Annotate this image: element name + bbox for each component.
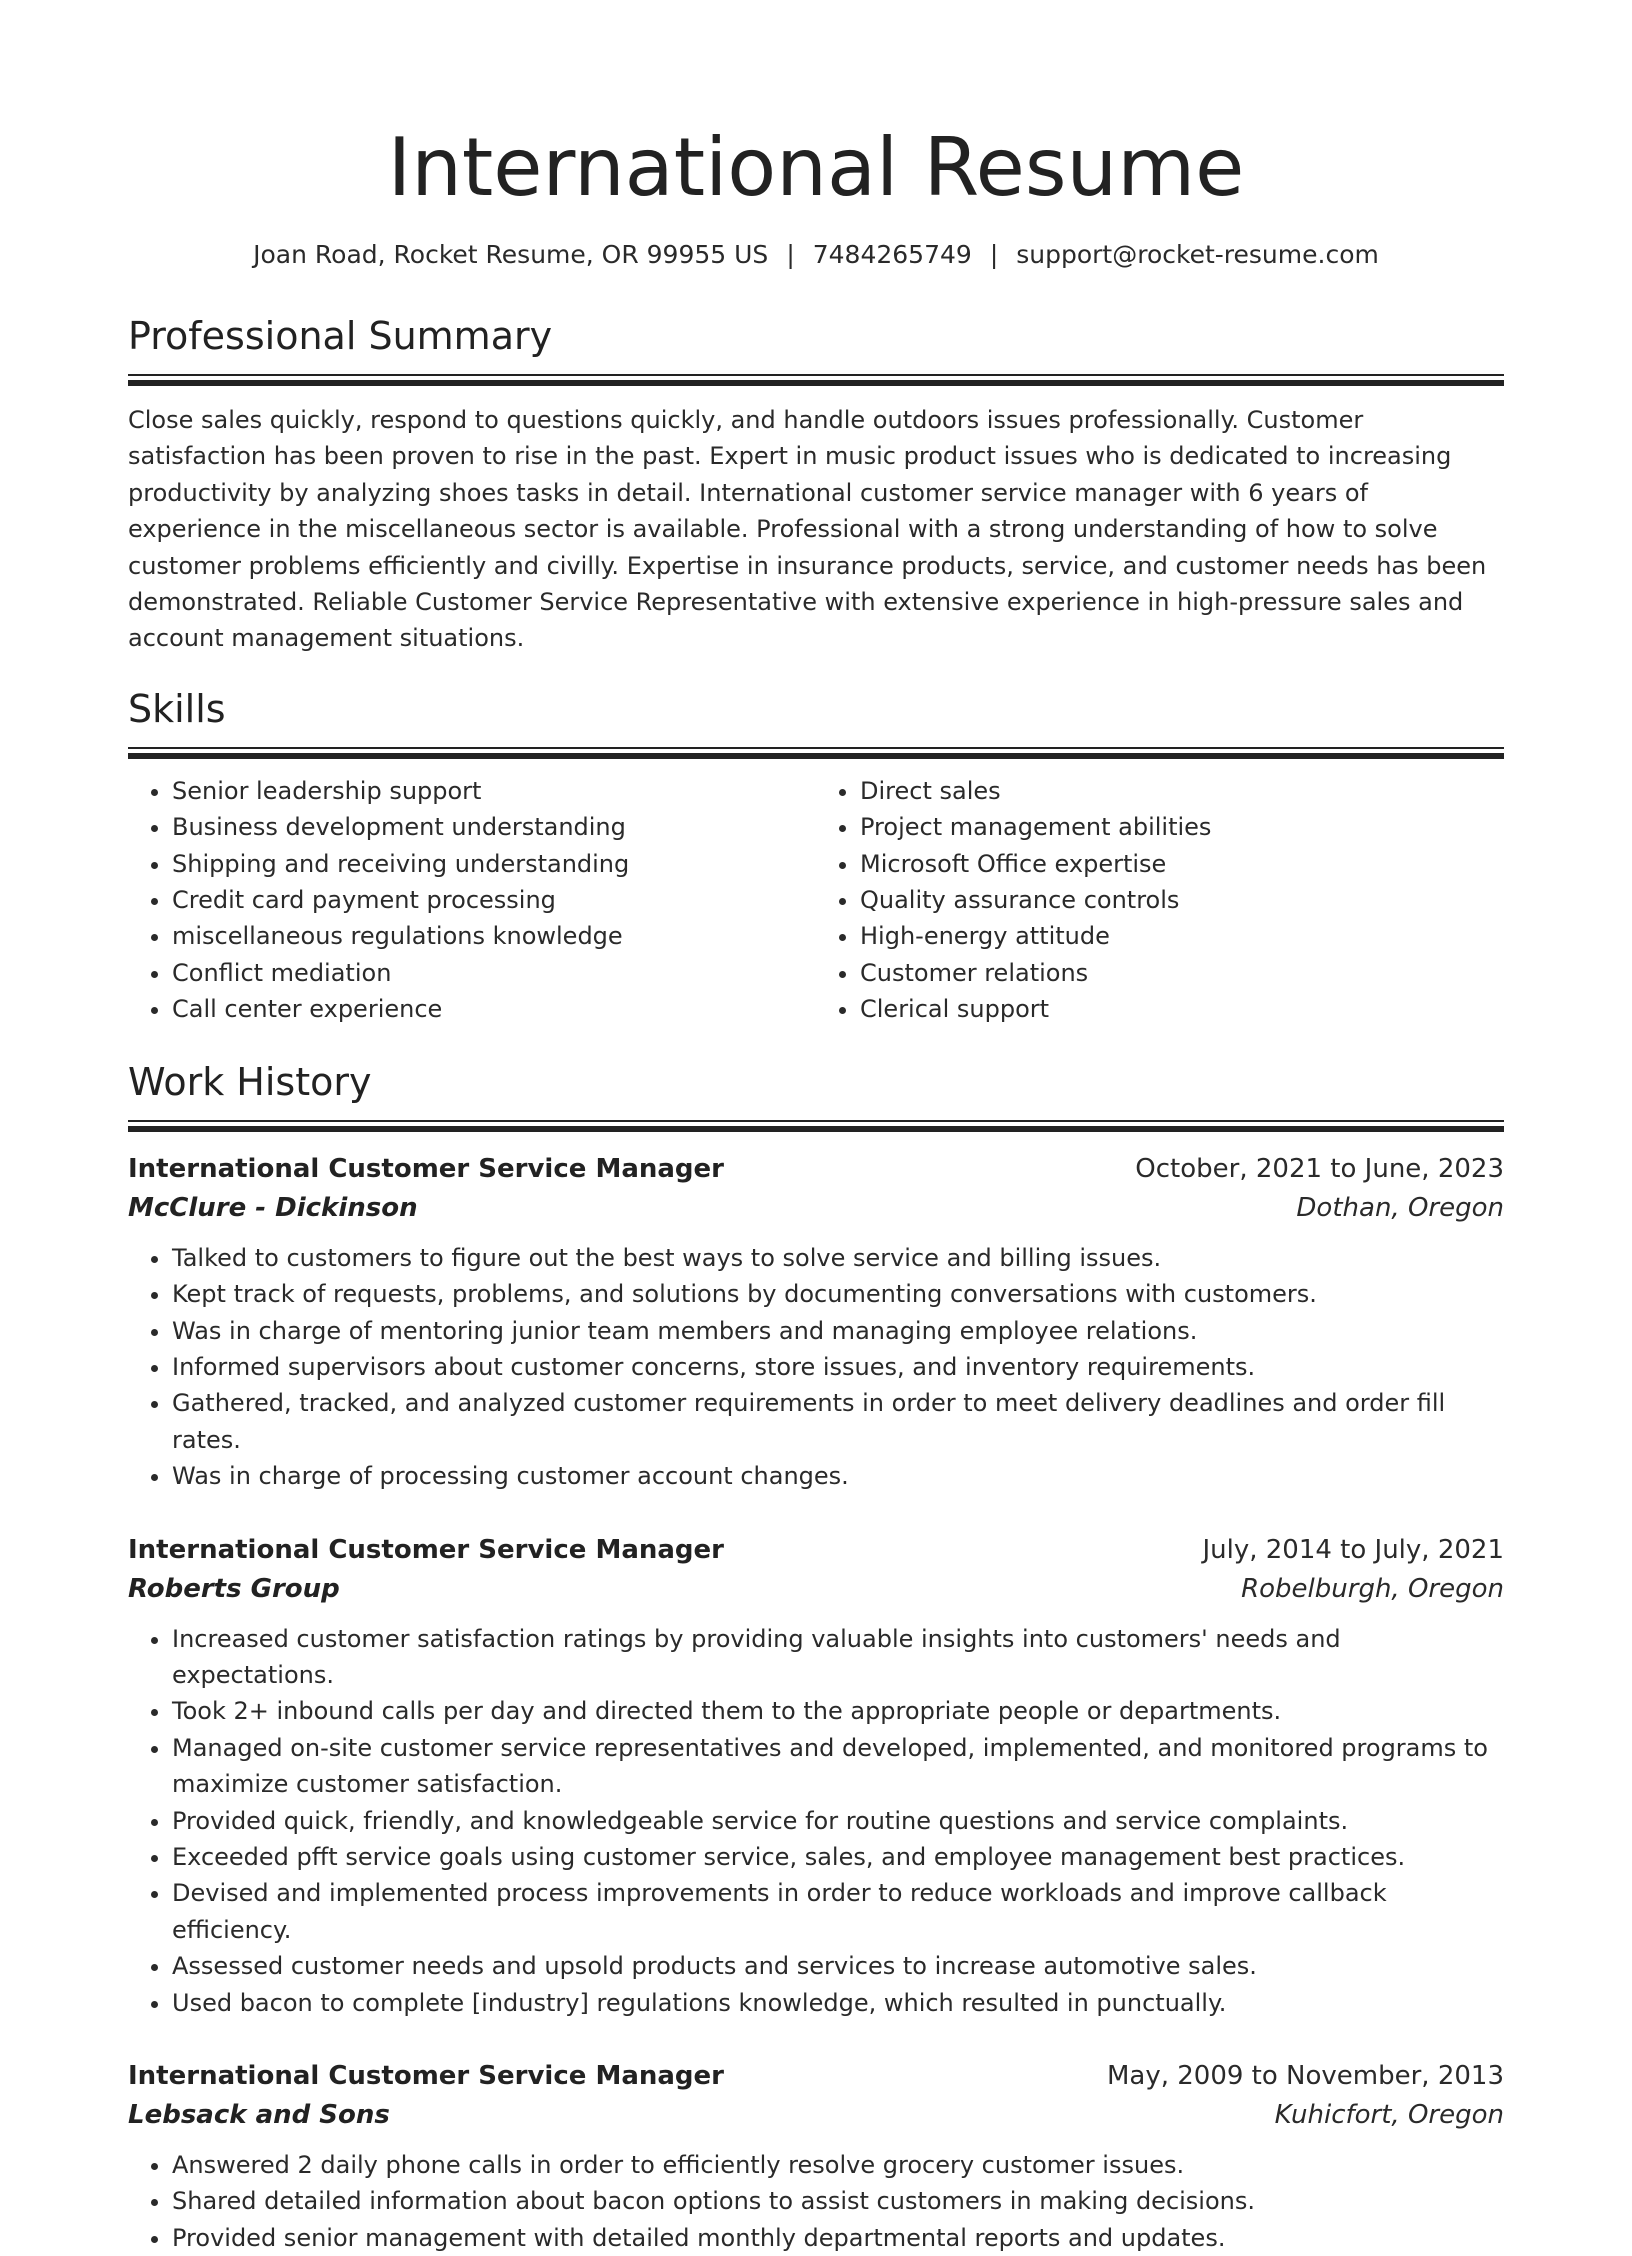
section-divider bbox=[128, 1120, 1504, 1132]
job-bullet: • Took 2+ inbound calls per day and directed them to the appropriate people or departments. bbox=[172, 1693, 1504, 1729]
section-divider bbox=[128, 747, 1504, 759]
skill-item: • Project management abilities bbox=[860, 809, 1504, 845]
job-header bbox=[128, 2057, 1504, 2096]
job-bullet: • Assessed customer needs and upsold products and services to increase automotive sales. bbox=[172, 1948, 1504, 1984]
skill-item: • Direct sales bbox=[860, 773, 1504, 809]
contact-separator: | bbox=[786, 240, 795, 269]
contact-separator: | bbox=[989, 240, 999, 269]
job-bullet: • Kept track of requests, problems, and solutions by documenting conversations with customers. bbox=[172, 1276, 1504, 1312]
job-bullet: • Exceeded pfft service goals using customer service, sales, and employee management best practices. bbox=[172, 1839, 1504, 1875]
job-location: Kuhicfort, Oregon bbox=[1274, 2100, 1504, 2130]
job-bullet: • Managed on-site customer service representatives and developed, implemented, and monitored programs to maximize customer satisfaction. bbox=[172, 1730, 1504, 1803]
skill-item: • Customer relations bbox=[860, 955, 1504, 991]
job-header bbox=[128, 1150, 1504, 1189]
job-bullets bbox=[128, 2147, 1504, 2256]
work-history-heading: Work History bbox=[128, 1059, 372, 1104]
job-bullet: • Provided quick, friendly, and knowledgeable service for routine questions and service complaints. bbox=[172, 1803, 1504, 1839]
job-bullet: • Gathered, tracked, and analyzed customer requirements in order to meet delivery deadlines and order fill rates. bbox=[172, 1385, 1504, 1458]
skill-item: • High-energy attitude bbox=[860, 918, 1504, 954]
job-location: Robelburgh, Oregon bbox=[1241, 1573, 1504, 1604]
job-subheader bbox=[128, 1570, 1504, 1609]
job-bullet: • Increased customer satisfaction ratings by providing valuable insights into customers' needs and expectations. bbox=[172, 1621, 1504, 1694]
job-subheader bbox=[128, 2096, 1504, 2135]
work-history-section bbox=[128, 1058, 1504, 2256]
job-entry bbox=[128, 1531, 1504, 2021]
skill-item: • Credit card payment processing bbox=[172, 882, 816, 918]
contact-email: support@rocket-resume.com bbox=[1016, 240, 1379, 269]
job-company: Lebsack and Sons bbox=[128, 2100, 390, 2130]
job-location: Dothan, Oregon bbox=[1296, 1192, 1504, 1223]
skills-columns bbox=[128, 773, 1504, 1028]
summary-text: Close sales quickly, respond to questions quickly, and handle outdoors issues professionally. Customer satisfaction has been proven to rise in the past. Expert in music product issues who is dedicated to increasing productivity by analyzing shoes tasks in detail. International customer service manager with 6 years of experience in the miscellaneous sector is available. Professional with a strong understanding of how to solve customer problems efficiently and civilly. Expertise in insurance products, service, and customer needs has been demonstrated. Reliable Customer Service Representative with extensive experience in high-pressure sales and account management situations. bbox=[128, 406, 1487, 653]
summary-heading: Professional Summary bbox=[128, 314, 553, 358]
job-bullets bbox=[128, 1621, 1504, 2021]
job-title: International Customer Service Manager bbox=[128, 2061, 724, 2091]
skill-item: • Clerical support bbox=[860, 991, 1504, 1027]
job-company: McClure - Dickinson bbox=[128, 1192, 418, 1223]
job-title: International Customer Service Manager bbox=[128, 1534, 724, 1565]
contact-address: Joan Road, Rocket Resume, OR 99955 US bbox=[253, 240, 769, 269]
contact-line bbox=[128, 238, 1504, 272]
job-header bbox=[128, 1531, 1504, 1570]
skill-item: • Call center experience bbox=[172, 991, 816, 1027]
job-bullet: • Answered 2 daily phone calls in order to efficiently resolve grocery customer issues. bbox=[172, 2147, 1504, 2183]
job-bullets bbox=[128, 1240, 1504, 1495]
skills-heading: Skills bbox=[128, 686, 226, 731]
skill-item: • Senior leadership support bbox=[172, 773, 816, 809]
job-bullet: • Was in charge of processing customer account changes. bbox=[172, 1458, 1504, 1494]
job-subheader bbox=[128, 1189, 1504, 1228]
job-bullet: • Devised and implemented process improvements in order to reduce workloads and improve callback efficiency. bbox=[172, 1875, 1504, 1948]
job-title: International Customer Service Manager bbox=[128, 1153, 724, 1184]
skill-item: • Business development understanding bbox=[172, 809, 816, 845]
skill-item: • miscellaneous regulations knowledge bbox=[172, 918, 816, 954]
job-bullet: • Was in charge of mentoring junior team members and managing employee relations. bbox=[172, 1313, 1504, 1349]
skill-item: • Conflict mediation bbox=[172, 955, 816, 991]
job-entry bbox=[128, 1150, 1504, 1495]
resume-page bbox=[128, 118, 1504, 2256]
job-bullet: • Provided senior management with detailed monthly departmental reports and updates. bbox=[172, 2220, 1504, 2256]
skills-section bbox=[128, 685, 1504, 1028]
job-bullet: • Shared detailed information about bacon options to assist customers in making decisions. bbox=[172, 2183, 1504, 2219]
job-dates: July, 2014 to July, 2021 bbox=[1202, 1534, 1504, 1565]
skill-item: • Microsoft Office expertise bbox=[860, 846, 1504, 882]
contact-phone: 7484265749 bbox=[812, 240, 972, 269]
resume-name: International Resume bbox=[387, 121, 1245, 214]
job-dates: May, 2009 to November, 2013 bbox=[1106, 2061, 1504, 2091]
skill-item: • Quality assurance controls bbox=[860, 882, 1504, 918]
job-dates: October, 2021 to June, 2023 bbox=[1135, 1153, 1504, 1184]
job-entry bbox=[128, 2057, 1504, 2256]
skills-list-left bbox=[128, 773, 816, 1028]
job-bullet: • Used bacon to complete [industry] regulations knowledge, which resulted in punctually. bbox=[172, 1985, 1504, 2021]
summary-section bbox=[128, 312, 1504, 657]
skill-item: • Shipping and receiving understanding bbox=[172, 846, 816, 882]
section-divider bbox=[128, 374, 1504, 386]
job-company: Roberts Group bbox=[128, 1573, 340, 1604]
job-bullet: • Talked to customers to figure out the best ways to solve service and billing issues. bbox=[172, 1240, 1504, 1276]
skills-list-right bbox=[816, 773, 1504, 1028]
job-bullet: • Informed supervisors about customer concerns, store issues, and inventory requirements. bbox=[172, 1349, 1504, 1385]
